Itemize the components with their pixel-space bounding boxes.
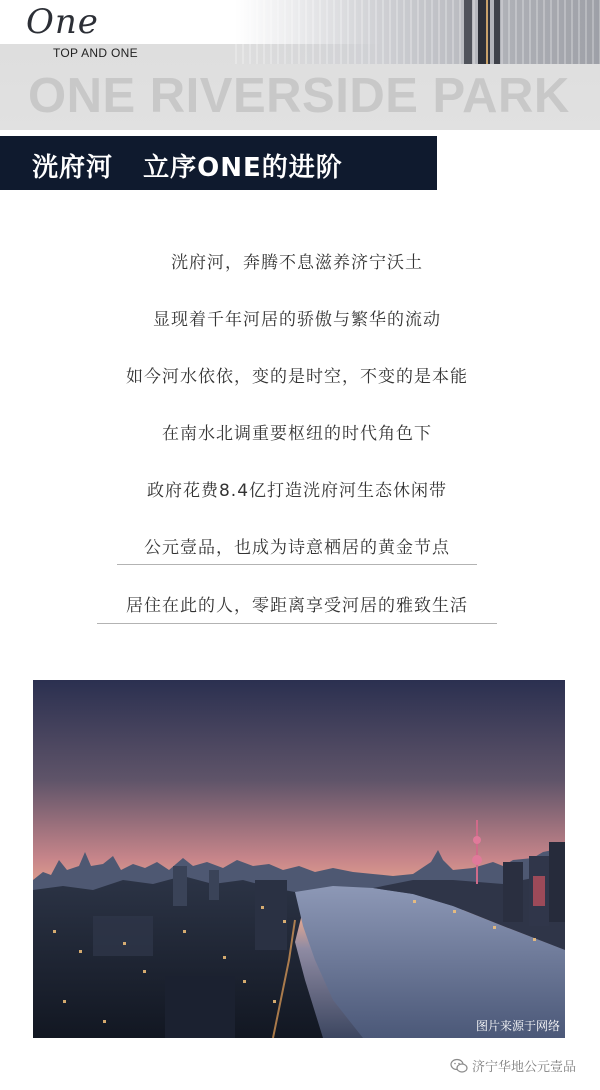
logo-script: One <box>26 2 99 42</box>
poem-line: 居住在此的人，零距离享受河居的雅致生活 <box>126 596 468 616</box>
underline-rule <box>117 564 477 565</box>
brand-logo <box>26 2 166 60</box>
poem-line: 在南水北调重要枢纽的时代角色下 <box>162 424 432 444</box>
project-name-watermark: ONE RIVERSIDE PARK <box>28 69 570 123</box>
poem-line: 政府花费8.4亿打造洸府河生态休闲带 <box>146 481 448 501</box>
city-skyline-photo <box>33 680 565 1038</box>
decorative-bar <box>464 0 472 64</box>
account-watermark <box>450 1056 576 1075</box>
section-title-bar <box>0 136 437 190</box>
decorative-bar <box>486 0 488 64</box>
header-bars-decoration <box>460 0 530 64</box>
header-stripe-decoration <box>235 0 600 64</box>
photo-credit: 图片来源于网络 <box>475 1019 560 1033</box>
section-title: 洸府河 立序ONE的进阶 <box>32 153 343 183</box>
logo-subtitle: TOP AND ONE <box>53 46 138 60</box>
poem-line: 洸府河，奔腾不息滋养济宁沃土 <box>171 253 423 273</box>
account-name: 济宁华地公元壹品 <box>471 1060 576 1075</box>
wechat-icon <box>450 1058 468 1074</box>
decorative-bar <box>494 0 500 64</box>
underline-rule <box>97 623 497 624</box>
poem-line: 显现着千年河居的骄傲与繁华的流动 <box>153 310 441 330</box>
decorative-bar <box>478 0 490 64</box>
poem-line: 如今河水依依，变的是时空，不变的是本能 <box>126 367 468 387</box>
poem-line: 公元壹品，也成为诗意栖居的黄金节点 <box>144 538 450 558</box>
header-banner <box>0 0 600 130</box>
